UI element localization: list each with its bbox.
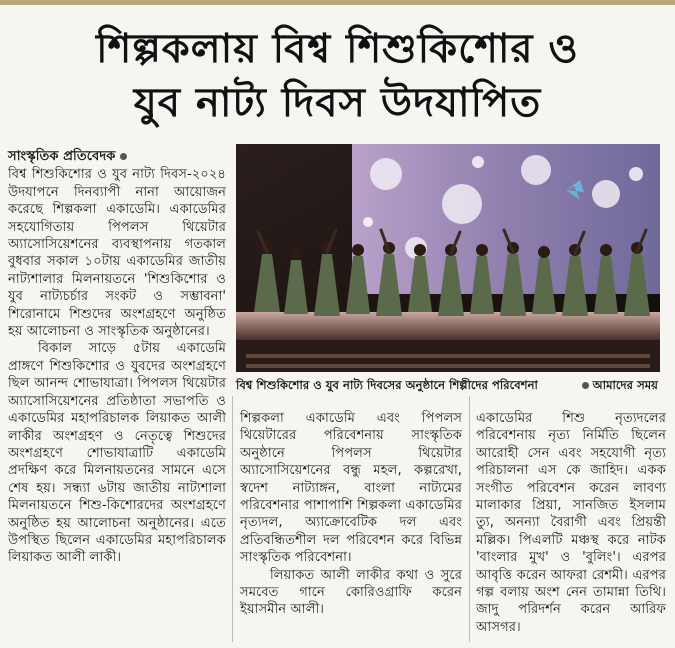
photo-credit: আমাদের সময় (578, 377, 658, 393)
article-column-3 (476, 410, 666, 636)
headline-line-1: শিল্পকলায় বিশ্ব শিশুকিশোর ও (96, 26, 579, 72)
column-divider (232, 396, 233, 642)
column-divider (469, 396, 470, 642)
paragraph: শিল্পকলা একাডেমি এবং পিপলস থিয়েটারের পরিবেশনায় সাংস্কৃতিক অনুষ্ঠানে পিপলস থিয়েটার অ্যাসোসিয়েশনের বন্ধু মহল, কল্পরেখা, স্বদেশ নাট্যাঙ্গন, বাংলা নাট্যমের পরিবেশনার পাশাপাশি শিল্পকলা একাডেমির নৃত্যদল, অ্যাক্রোবেটিক দল এবং প্রতিবন্ধিতশীল দল পরিবেশন করে বিভিন্ন সাংস্কৃতিক পরিবেশনা। (240, 411, 462, 566)
paragraph: বিকাল সাড়ে ৫টায় একাডেমি প্রাঙ্গণে শিশুকিশোর ও যুবদের অংশগ্রহণে ছিল আনন্দ শোভাযাত্রা। পিপলস থিয়েটার অ্যাসোসিয়েশনের প্রতিষ্ঠাতা সভাপতি ও একাডেমির মহাপরিচালক লিয়াকত আলী লাকীর অংশগ্রহণ ও নেতৃত্বে শিশুদের অংশগ্রহণে শোভাযাত্রাটি একাডেমি প্রদক্ষিণ করে মিলনায়তনের সামনে এসে শেষ হয়। সন্ধ্যা ৬টায় জাতীয় নাট্যশালা মিলনায়তনে শিশু-কিশোরদের অংশগ্রহণে অনুষ্ঠিত হয় আলোচনা অনুষ্ঠানের। এতে উপস্থিত ছিলেন একাডেমির মহাপরিচালক লিয়াকত আলী লাকী। (8, 341, 226, 566)
byline-dot-icon (120, 153, 127, 160)
paragraph: বিশ্ব শিশুকিশোর ও যুব নাট্য দিবস-২০২৪ উদযাপনে দিনব্যাপী নানা আয়োজন করেছে শিল্পকলা একাডেমি। একাডেমির সহযোগিতায় পিপলস থিয়েটার অ্যাসোসিয়েশনের ব্যবস্থাপনায় গতকাল বুধবার সকাল ১০টায় একাডেমির জাতীয় নাট্যশালার মিলনায়তনে 'শিশুকিশোর ও যুব নাট্যচর্চার সংকট ও সম্ভাবনা' শিরোনামে শিশুদের অংশগ্রহণে অনুষ্ঠিত হয় আলোচনা ও সাংস্কৃতিক অনুষ্ঠানের। (8, 167, 226, 340)
paragraph: একাডেমির শিশু নৃত্যদলের পরিবেশনায় নৃত্য নির্মিতি ছিলেন আরোহী সেন এবং সহযোগী নৃত্য পরিচালনা এস কে জাহিদ। একক সংগীত পরিবেশন করেন লাবণ্য মালাকার প্রিয়া, সানজিত ইসলাম ত্যু, অনন্যা বৈরাগী এবং প্রিয়ন্তী মল্লিক। পিএলটি মঞ্চস্থ করে নাটক 'বাংলার মুখ' ও 'বুলিং'। এরপর আবৃত্তি করেন আফরা রেশমী। এরপর গল্প বলায় অংশ নেন তামান্না তিথি। জাদু পরিদর্শন করেন আরিফ আসগর। (476, 411, 666, 635)
news-photo (236, 144, 660, 372)
headline (20, 22, 655, 130)
article-column-2 (240, 410, 462, 619)
paragraph: লিয়াকত আলী লাকীর কথা ও সুরে সমবেত গানে কোরিওগ্রাফি করেন ইয়াসমীন আলী। (240, 567, 462, 618)
caption-text: বিশ্ব শিশুকিশোর ও যুব নাট্য দিবসের অনুষ্ঠানে শিল্পীদের পরিবেশনা (236, 378, 538, 392)
byline: সাংস্কৃতিক প্রতিবেদক (8, 148, 226, 165)
credit-dot-icon (582, 382, 589, 389)
top-border (0, 0, 675, 5)
headline-line-2: যুব নাট্য দিবস উদযাপিত (133, 80, 542, 126)
article-column-1 (8, 148, 226, 567)
photo-caption (236, 377, 666, 393)
stage-performance-image (236, 144, 660, 372)
